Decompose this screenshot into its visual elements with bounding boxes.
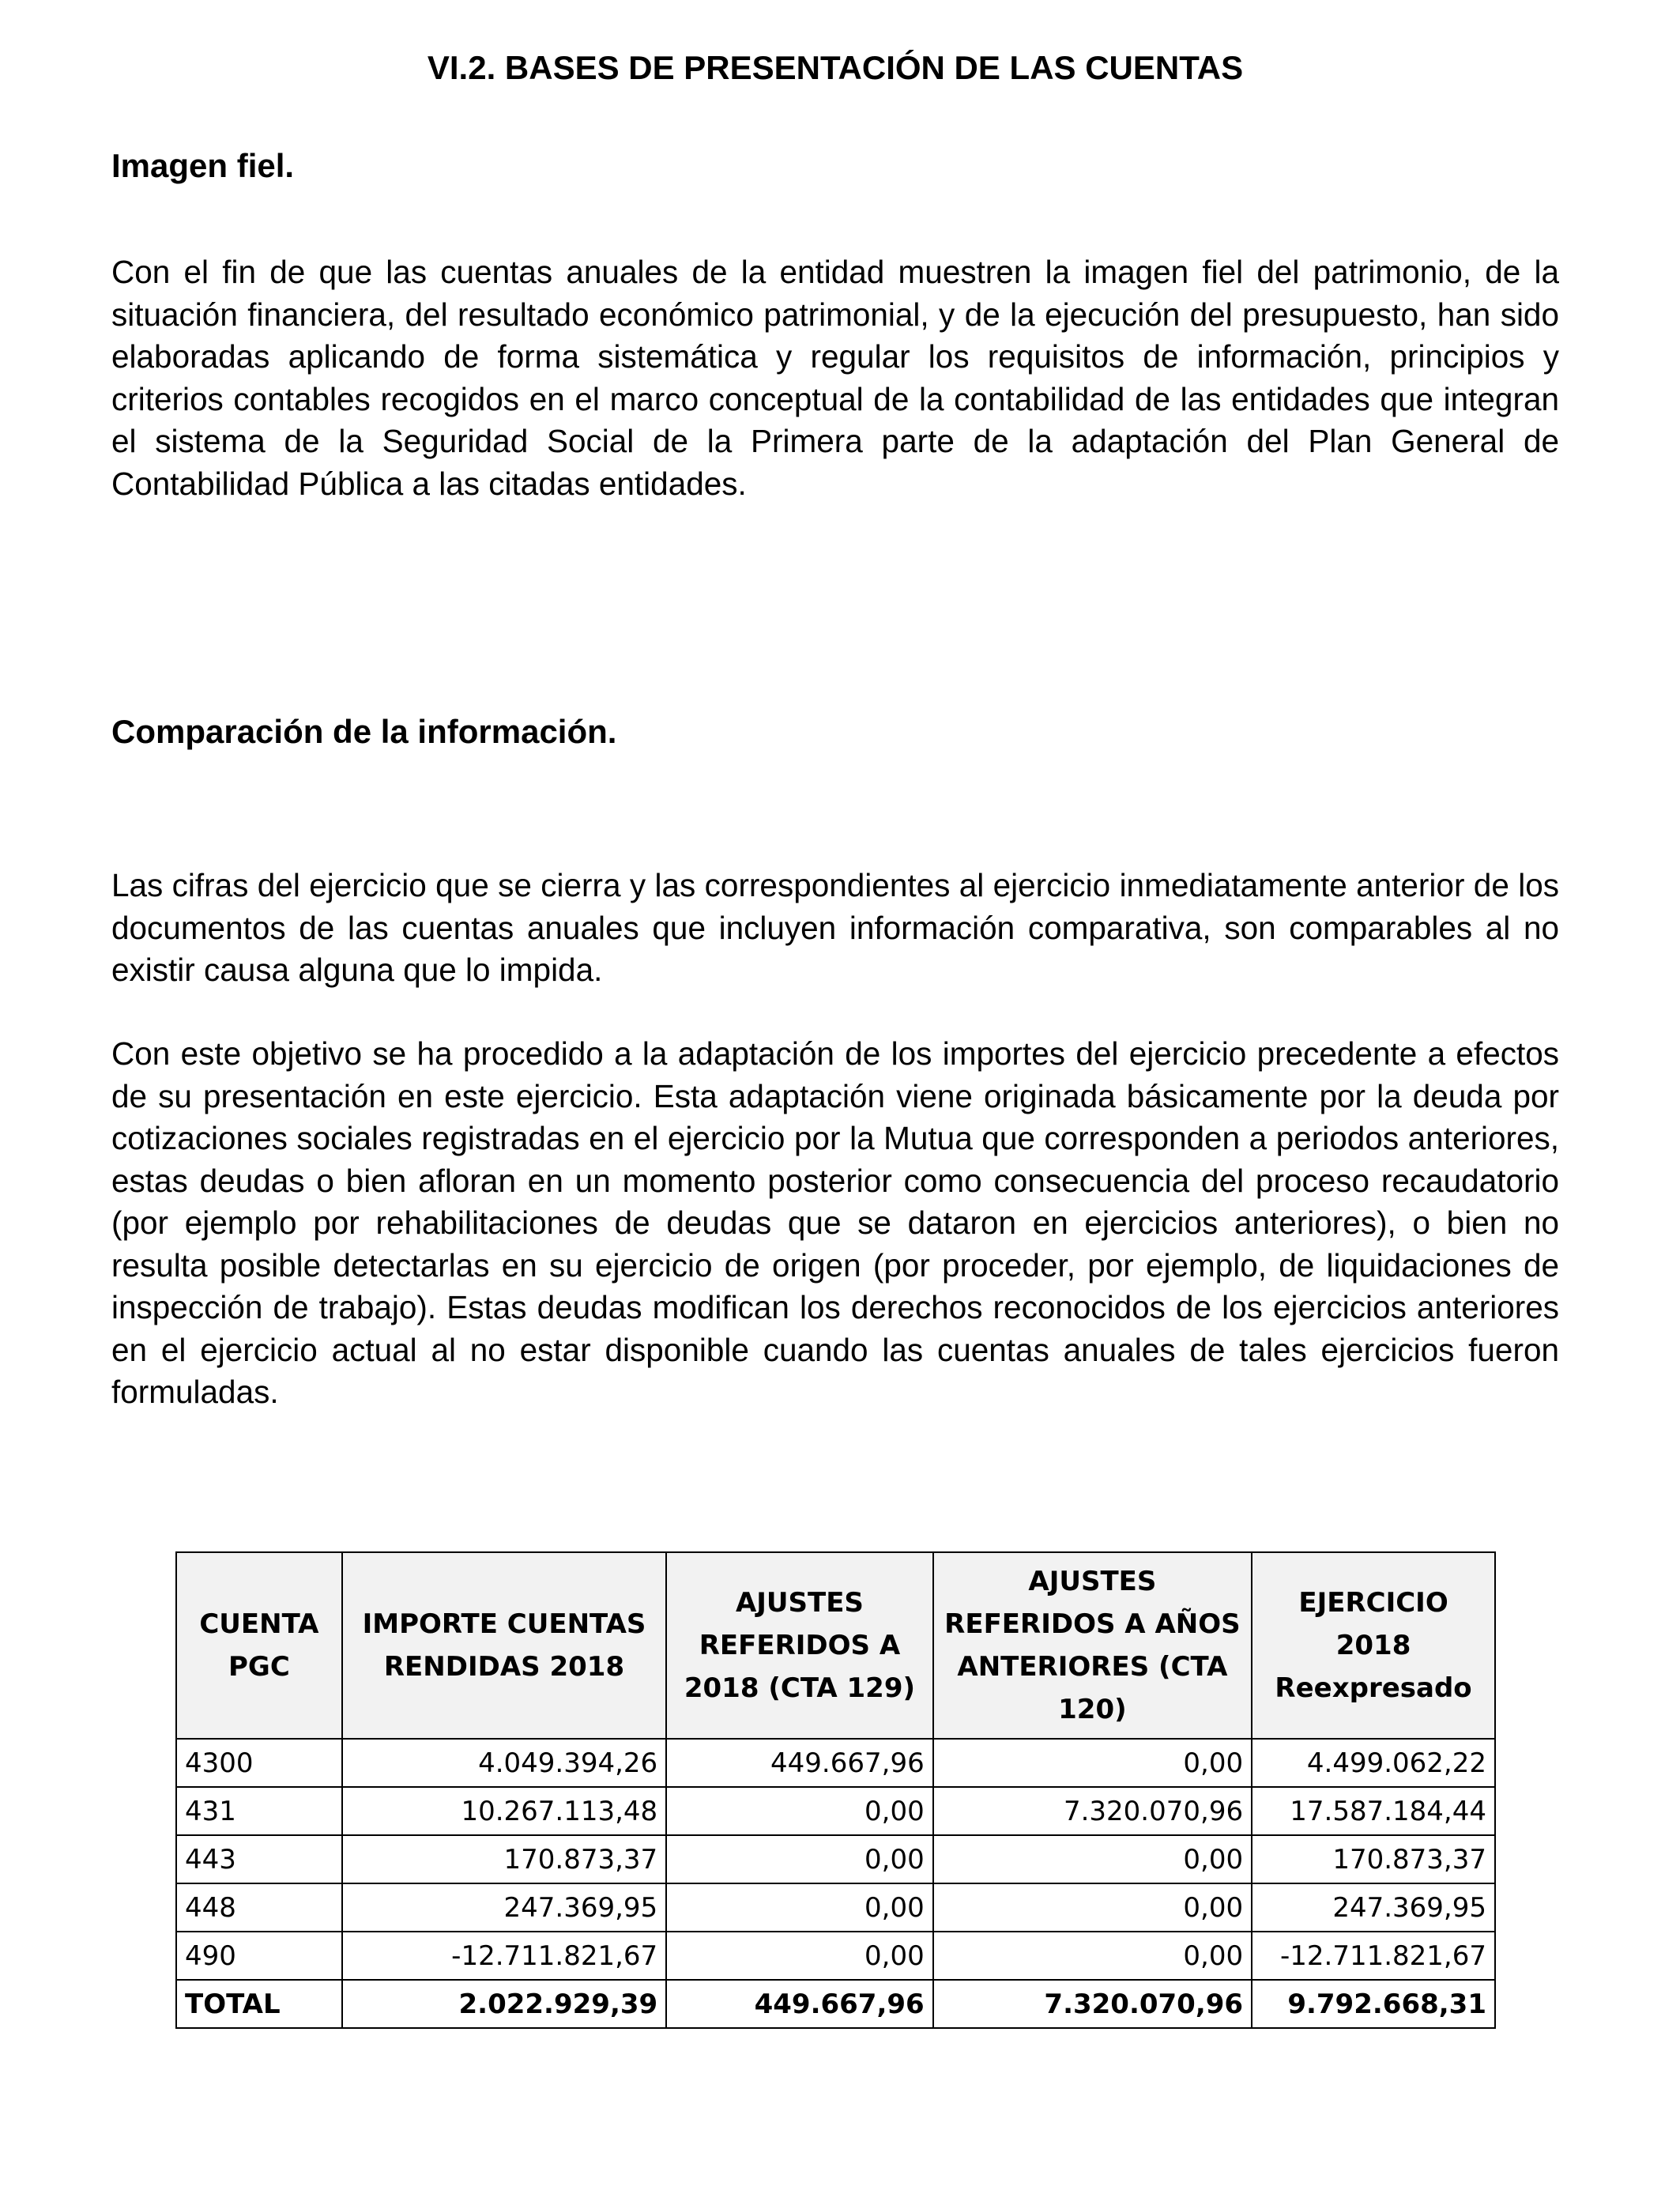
- total-ejercicio-reexpresado: 9.792.668,31: [1252, 1980, 1495, 2028]
- table-cell: 17.587.184,44: [1252, 1787, 1495, 1835]
- table-row: [176, 1739, 1495, 1787]
- table-cell: 443: [176, 1835, 342, 1883]
- table-cell: 490: [176, 1932, 342, 1980]
- table-cell: 170.873,37: [342, 1835, 666, 1883]
- table-cell: 4.499.062,22: [1252, 1739, 1495, 1787]
- table-cell: 0,00: [666, 1883, 933, 1932]
- section-heading-comparacion: Comparación de la información.: [111, 713, 617, 750]
- table-cell: 0,00: [933, 1932, 1252, 1980]
- table-cell: 0,00: [666, 1787, 933, 1835]
- table-cell: 0,00: [666, 1835, 933, 1883]
- table-cell: -12.711.821,67: [342, 1932, 666, 1980]
- column-header-ajustes-anteriores: AJUSTES REFERIDOS A AÑOS ANTERIORES (CTA 120): [933, 1552, 1252, 1739]
- paragraph-imagen-fiel: Con el fin de que las cuentas anuales de la entidad muestren la imagen fiel del patrimonio, de la situación financiera, del resultado económico patrimonial, y de la ejecución del presupuesto, han sido elaboradas aplicando de forma sistemática y regular los requisitos de información, principios y criterios contables recogidos en el marco conceptual de la contabilidad de las entidades que integran el sistema de la Seguridad Social de la Primera parte de la adaptación del Plan General de Contabilidad Pública a las citadas entidades.: [111, 254, 1559, 502]
- table-cell: -12.711.821,67: [1252, 1932, 1495, 1980]
- paragraph-comparacion-2: Con este objetivo se ha procedido a la adaptación de los importes del ejercicio precedente a efectos de su presentación en este ejercicio. Esta adaptación viene originada básicamente por la deuda por cotizaciones sociales registradas en el ejercicio por la Mutua que corresponden a periodos anteriores, estas deudas o bien afloran en un momento posterior como consecuencia del proceso recaudatorio (por ejemplo por rehabilitaciones de deudas que se dataron en ejercicios anteriores), o bien no resulta posible detectarlas en su ejercicio de origen (por proceder, por ejemplo, de liquidaciones de inspección de trabajo). Estas deudas modifican los derechos reconocidos de los ejercicios anteriores en el ejercicio actual al no estar disponible cuando las cuentas anuales de tales ejercicios fueron formuladas.: [111, 1035, 1559, 1410]
- table-row: [176, 1787, 1495, 1835]
- table-cell: 431: [176, 1787, 342, 1835]
- adjustments-table: [175, 1551, 1496, 2029]
- table-row: [176, 1883, 1495, 1932]
- column-header-ejercicio-reexpresado: EJERCICIO 2018 Reexpresado: [1252, 1552, 1495, 1739]
- table-cell: 4.049.394,26: [342, 1739, 666, 1787]
- paragraph-comparacion-1: Las cifras del ejercicio que se cierra y las correspondientes al ejercicio inmediatamente anterior de los documentos de las cuentas anuales que incluyen información comparativa, son comparables al no existir causa alguna que lo impida.: [111, 867, 1559, 988]
- page-title: VI.2. BASES DE PRESENTACIÓN DE LAS CUENTAS: [427, 49, 1244, 86]
- table-row: [176, 1835, 1495, 1883]
- table-cell: 448: [176, 1883, 342, 1932]
- total-label: TOTAL: [176, 1980, 342, 2028]
- table-cell: 4300: [176, 1739, 342, 1787]
- table-cell: 247.369,95: [1252, 1883, 1495, 1932]
- table-header-row: [176, 1552, 1495, 1739]
- table-cell: 0,00: [933, 1883, 1252, 1932]
- section-heading-imagen-fiel: Imagen fiel.: [111, 147, 295, 184]
- table-total-row: [176, 1980, 1495, 2028]
- table-cell: 0,00: [933, 1835, 1252, 1883]
- table-cell: 7.320.070,96: [933, 1787, 1252, 1835]
- table-cell: 449.667,96: [666, 1739, 933, 1787]
- column-header-ajustes-2018: AJUSTES REFERIDOS A 2018 (CTA 129): [666, 1552, 933, 1739]
- table-cell: 170.873,37: [1252, 1835, 1495, 1883]
- table-cell: 0,00: [666, 1932, 933, 1980]
- column-header-importe: IMPORTE CUENTAS RENDIDAS 2018: [342, 1552, 666, 1739]
- total-importe: 2.022.929,39: [342, 1980, 666, 2028]
- table-cell: 247.369,95: [342, 1883, 666, 1932]
- total-ajustes-2018: 449.667,96: [666, 1980, 933, 2028]
- column-header-cuenta: CUENTA PGC: [176, 1552, 342, 1739]
- table-cell: 0,00: [933, 1739, 1252, 1787]
- total-ajustes-anteriores: 7.320.070,96: [933, 1980, 1252, 2028]
- table-cell: 10.267.113,48: [342, 1787, 666, 1835]
- table-row: [176, 1932, 1495, 1980]
